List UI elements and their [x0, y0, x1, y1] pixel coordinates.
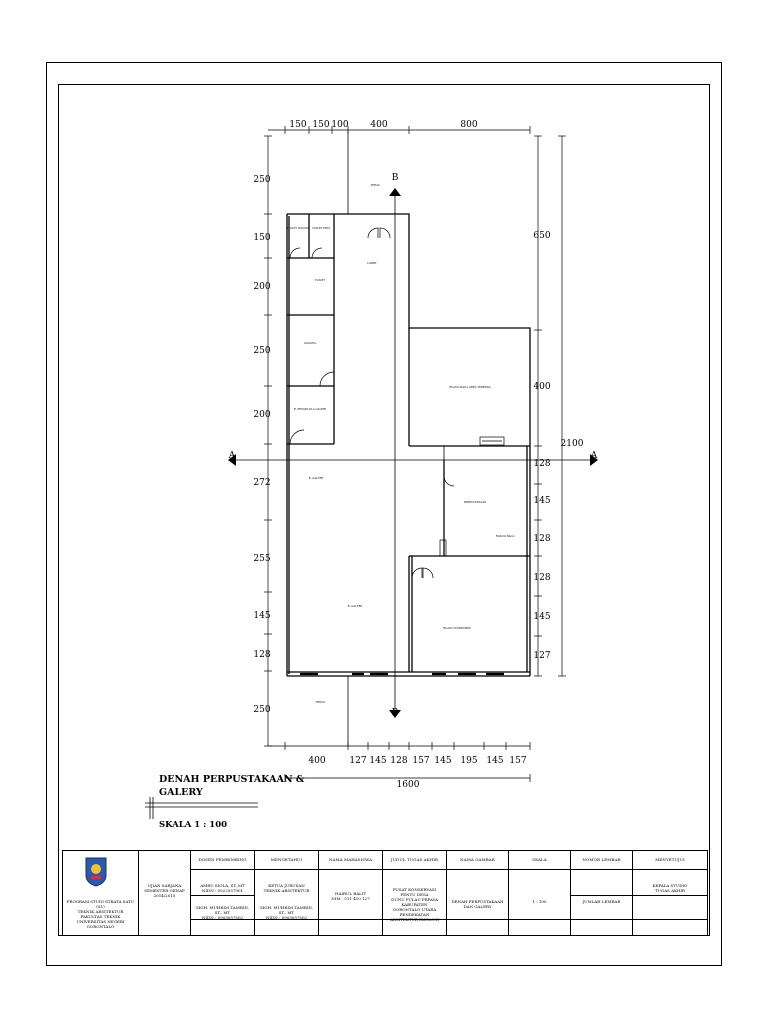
tb-exam: [139, 851, 191, 935]
tb-gambar: [447, 851, 509, 935]
dim-bottom-4: 128: [390, 756, 408, 766]
tb-inst-3: FAKULTAS TEKNIK: [80, 914, 121, 919]
tb-pembimbing-3: MOH. MUHRIM TAMRIN, ST., MT: [196, 905, 249, 915]
tb-judul-head: JUDUL TUGAS AKHIR: [390, 857, 439, 862]
tb-mahasiswa-head: NAMA MAHASISWA: [328, 857, 373, 862]
dim-top-3: 100: [331, 120, 349, 130]
tb-pembimbing: [191, 851, 255, 935]
tb-pembimbing-2: NIDN : 0922057901: [201, 888, 244, 893]
dim-top-2: 150: [312, 120, 330, 130]
tb-judul-3: GORONTALO UTARA PENDEKATAN: [392, 907, 437, 917]
dim-right-8: 127: [533, 651, 551, 661]
room-perpustakaan: PERPUSTAKAAN: [463, 501, 487, 504]
room-galery-1: R. GALERY: [308, 477, 324, 480]
tb-pembimbing-head: DOSEN PEMBIMBING: [198, 857, 247, 862]
tb-menyetujui-head: MENYETUJUI: [655, 857, 685, 862]
room-toilet: TOILET: [314, 279, 326, 282]
dim-bottom-8: 145: [486, 756, 504, 766]
dim-right-3: 128: [533, 459, 551, 469]
tb-inst-4: UNIVERSITAS NEGERI GORONTALO: [76, 919, 125, 929]
dim-left-8: 145: [253, 611, 271, 621]
dim-left-7: 255: [253, 554, 271, 564]
university-logo: [85, 857, 107, 887]
dim-right-4: 145: [533, 496, 551, 506]
dim-left-4: 250: [253, 346, 271, 356]
dim-right-7: 145: [533, 612, 551, 622]
tb-mengetahui-head: MENGETAHUI: [270, 857, 303, 862]
dim-bottom-2: 127: [349, 756, 367, 766]
tb-mahasiswa: [319, 851, 383, 935]
room-gudang: GUDANG: [303, 342, 317, 345]
dim-top-5: 800: [460, 120, 478, 130]
room-pengelola: R. PENGELOLA GALERI: [293, 408, 327, 411]
tb-exam-2: SEMESTER GENAP: [144, 888, 185, 893]
dim-left-2: 150: [253, 233, 271, 243]
section-a-right: A: [590, 451, 598, 461]
room-ruang-baca: RUANG BACA: [495, 535, 515, 538]
tb-mengetahui-1: KETUA JURUSAN: [268, 883, 305, 888]
room-ruang-baca-terbuka: RUANG BACA AREA TERBUKA: [449, 386, 491, 389]
dim-top-1: 150: [289, 120, 307, 130]
dim-left-1: 250: [253, 175, 271, 185]
tb-nomor-head: NOMOR LEMBAR: [582, 857, 621, 862]
tb-mengetahui-3: MOH. MUHRIM TAMRIN, ST., MT: [260, 905, 313, 915]
tb-nomor: [571, 851, 633, 935]
plan-title-line1: DENAH PERPUSTAKAAN &: [159, 774, 305, 785]
tb-judul: [383, 851, 447, 935]
room-lobby: LOBBY: [367, 262, 377, 265]
tb-gambar-2: DAN GALERY: [463, 904, 492, 909]
plan-scale: SKALA 1 : 100: [159, 820, 228, 830]
tb-judul-1: PUSAT KONSERVASI PENYU DESA: [392, 887, 437, 897]
dim-total-bottom: 1600: [396, 780, 420, 790]
tb-mengetahui-2: TEKNIK ARSITEKTUR: [263, 888, 310, 893]
section-a-left: A: [228, 451, 236, 461]
dim-total-right: 2100: [560, 439, 584, 449]
tb-skala-value: 1 : 100: [532, 899, 547, 904]
tb-mengetahui: [255, 851, 319, 935]
tb-judul-4: ARSITEKTUR EKOLOGI: [390, 917, 439, 922]
title-block: [62, 850, 708, 936]
room-workshop: RUANG WORKSHOP: [443, 627, 471, 630]
tb-mengetahui-4: NIDN : 0903057502: [265, 915, 308, 920]
room-galery-2: R. GALERY: [347, 605, 363, 608]
tb-mahasiswa-1: HAIRUL BALIT: [335, 891, 366, 896]
room-toilet-pria: TOILET PRIA: [312, 227, 330, 230]
dim-top-4: 400: [370, 120, 388, 130]
tb-exam-3: 2014/2015: [153, 893, 176, 898]
dim-right-6: 128: [533, 573, 551, 583]
tb-inst-2: TEKNIK ARSITEKTUR: [77, 909, 124, 914]
tb-exam-1: UJIAN SARJANA: [147, 883, 182, 888]
tb-menyetujui-2: TUGAS AKHIR: [654, 888, 686, 893]
tb-menyetujui: [633, 851, 707, 935]
dim-right-5: 128: [533, 534, 551, 544]
dim-right-1: 650: [533, 231, 551, 241]
dim-bottom-1: 400: [308, 756, 326, 766]
tb-mahasiswa-2: NIM : 511 410 127: [331, 896, 370, 901]
room-teras-top: TERAS: [370, 184, 380, 187]
tb-skala-head: SKALA: [532, 857, 547, 862]
dim-right-2: 400: [533, 382, 551, 392]
section-b-top: B: [391, 173, 399, 183]
tb-gambar-1: DENAH PERPUSTAKAAN: [451, 899, 504, 904]
dim-left-10: 250: [253, 705, 271, 715]
dim-bottom-6: 145: [434, 756, 452, 766]
dim-bottom-3: 145: [369, 756, 387, 766]
dim-bottom-5: 157: [412, 756, 430, 766]
tb-jumlah: JUMLAH LEMBAR: [582, 899, 621, 904]
tb-gambar-head: NAMA GAMBAR: [460, 857, 495, 862]
dim-bottom-7: 195: [460, 756, 478, 766]
tb-pembimbing-4: NIDN : 0903057502: [201, 915, 244, 920]
dim-left-3: 200: [253, 282, 271, 292]
dim-bottom-9: 157: [509, 756, 527, 766]
tb-pembimbing-1: AMRU SIOLA, ST.,MT: [200, 883, 245, 888]
dim-left-9: 128: [253, 650, 271, 660]
dim-left-6: 272: [253, 478, 271, 488]
room-toilet-wanita: TOILET WANITA: [286, 227, 310, 230]
tb-skala: [509, 851, 571, 935]
tb-institution: [63, 851, 139, 935]
dim-left-5: 200: [253, 410, 271, 420]
room-teras-bottom: TERAS: [315, 701, 325, 704]
tb-judul-2: DUNU PULAU PEPAYA KABUPATEN: [391, 897, 438, 907]
tb-menyetujui-1: KEPALA STUDIO: [652, 883, 688, 888]
tb-inst-1: PROGRAM STUDI STRATA SATU (S1): [66, 899, 135, 909]
section-b-bottom: B: [391, 708, 399, 718]
plan-title-line2: GALERY: [159, 787, 203, 798]
